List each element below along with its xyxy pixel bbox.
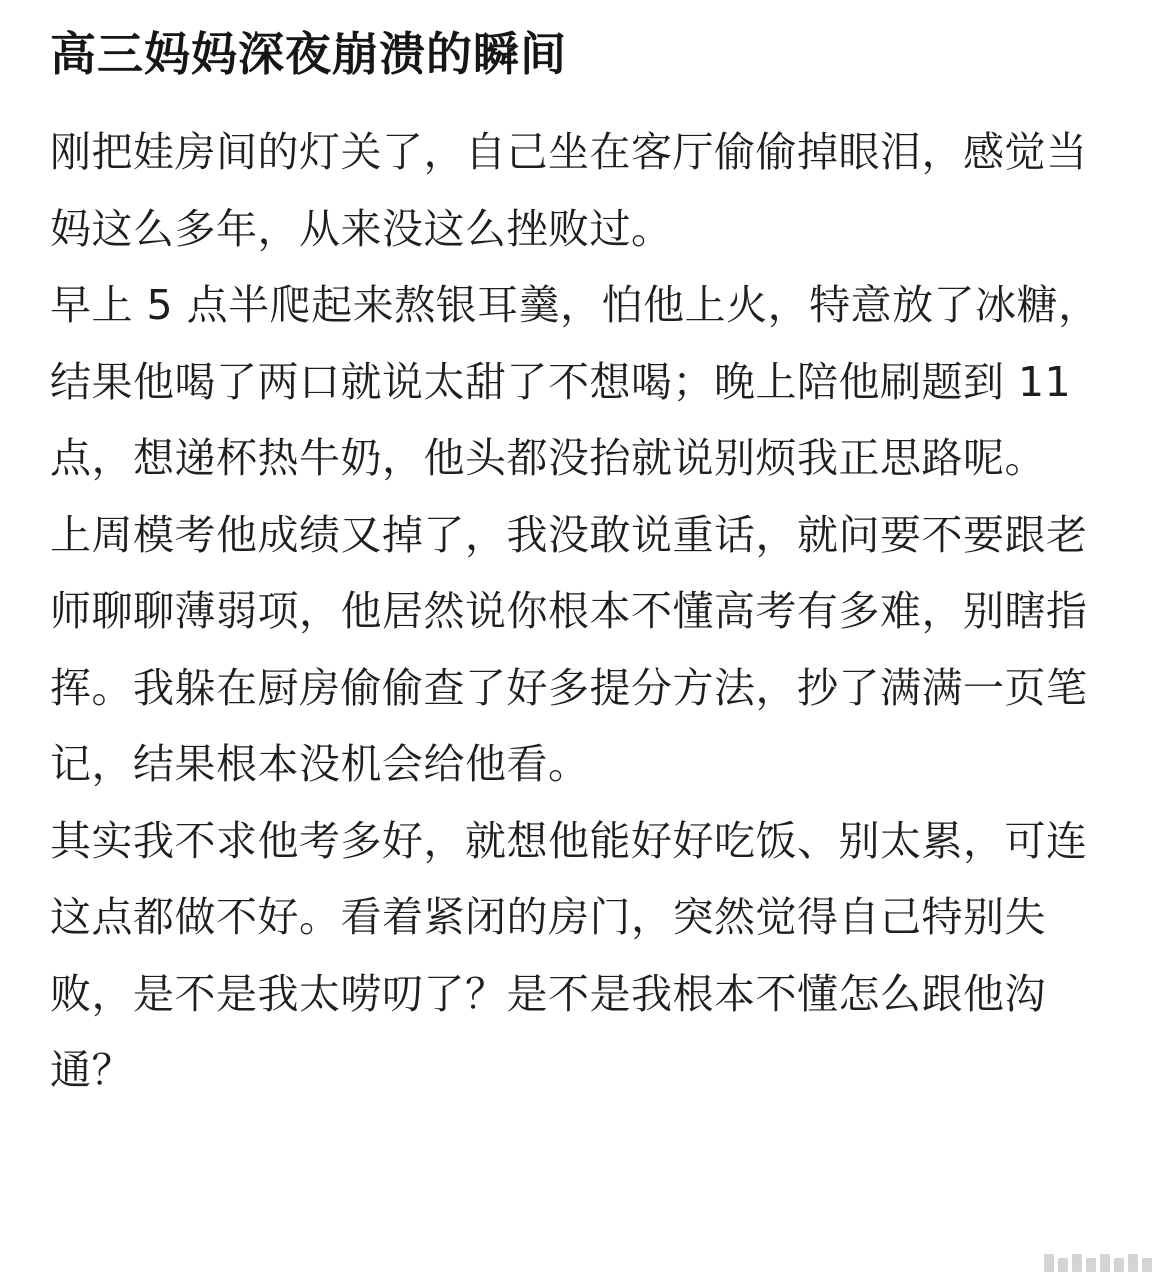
post-content	[50, 18, 1120, 1109]
post-body	[50, 114, 1120, 1109]
watermark	[1044, 1254, 1152, 1272]
paragraph-4: 其实我不求他考多好，就想他能好好吃饭、别太累，可连这点都做不好。看着紧闭的房门，突然觉得自己特别失败，是不是我太唠叨了？是不是我根本不懂怎么跟他沟通？	[50, 816, 1088, 1094]
post-title: 高三妈妈深夜崩溃的瞬间	[50, 27, 567, 81]
paragraph-2: 早上 5 点半爬起来熬银耳羹，怕他上火，特意放了冰糖，结果他喝了两口就说太甜了不想喝；晚上陪他刷题到 11 点，想递杯热牛奶，他头都没抬就说别烦我正思路呢。	[50, 281, 1100, 482]
paragraph-1: 刚把娃房间的灯关了，自己坐在客厅偷偷掉眼泪，感觉当妈这么多年，从来没这么挫败过。	[50, 128, 1088, 253]
paragraph-3: 上周模考他成绩又掉了，我没敢说重话，就问要不要跟老师聊聊薄弱项，他居然说你根本不懂高考有多难，别瞎指挥。我躲在厨房偷偷查了好多提分方法，抄了满满一页笔记，结果根本没机会给他看。	[50, 510, 1088, 788]
